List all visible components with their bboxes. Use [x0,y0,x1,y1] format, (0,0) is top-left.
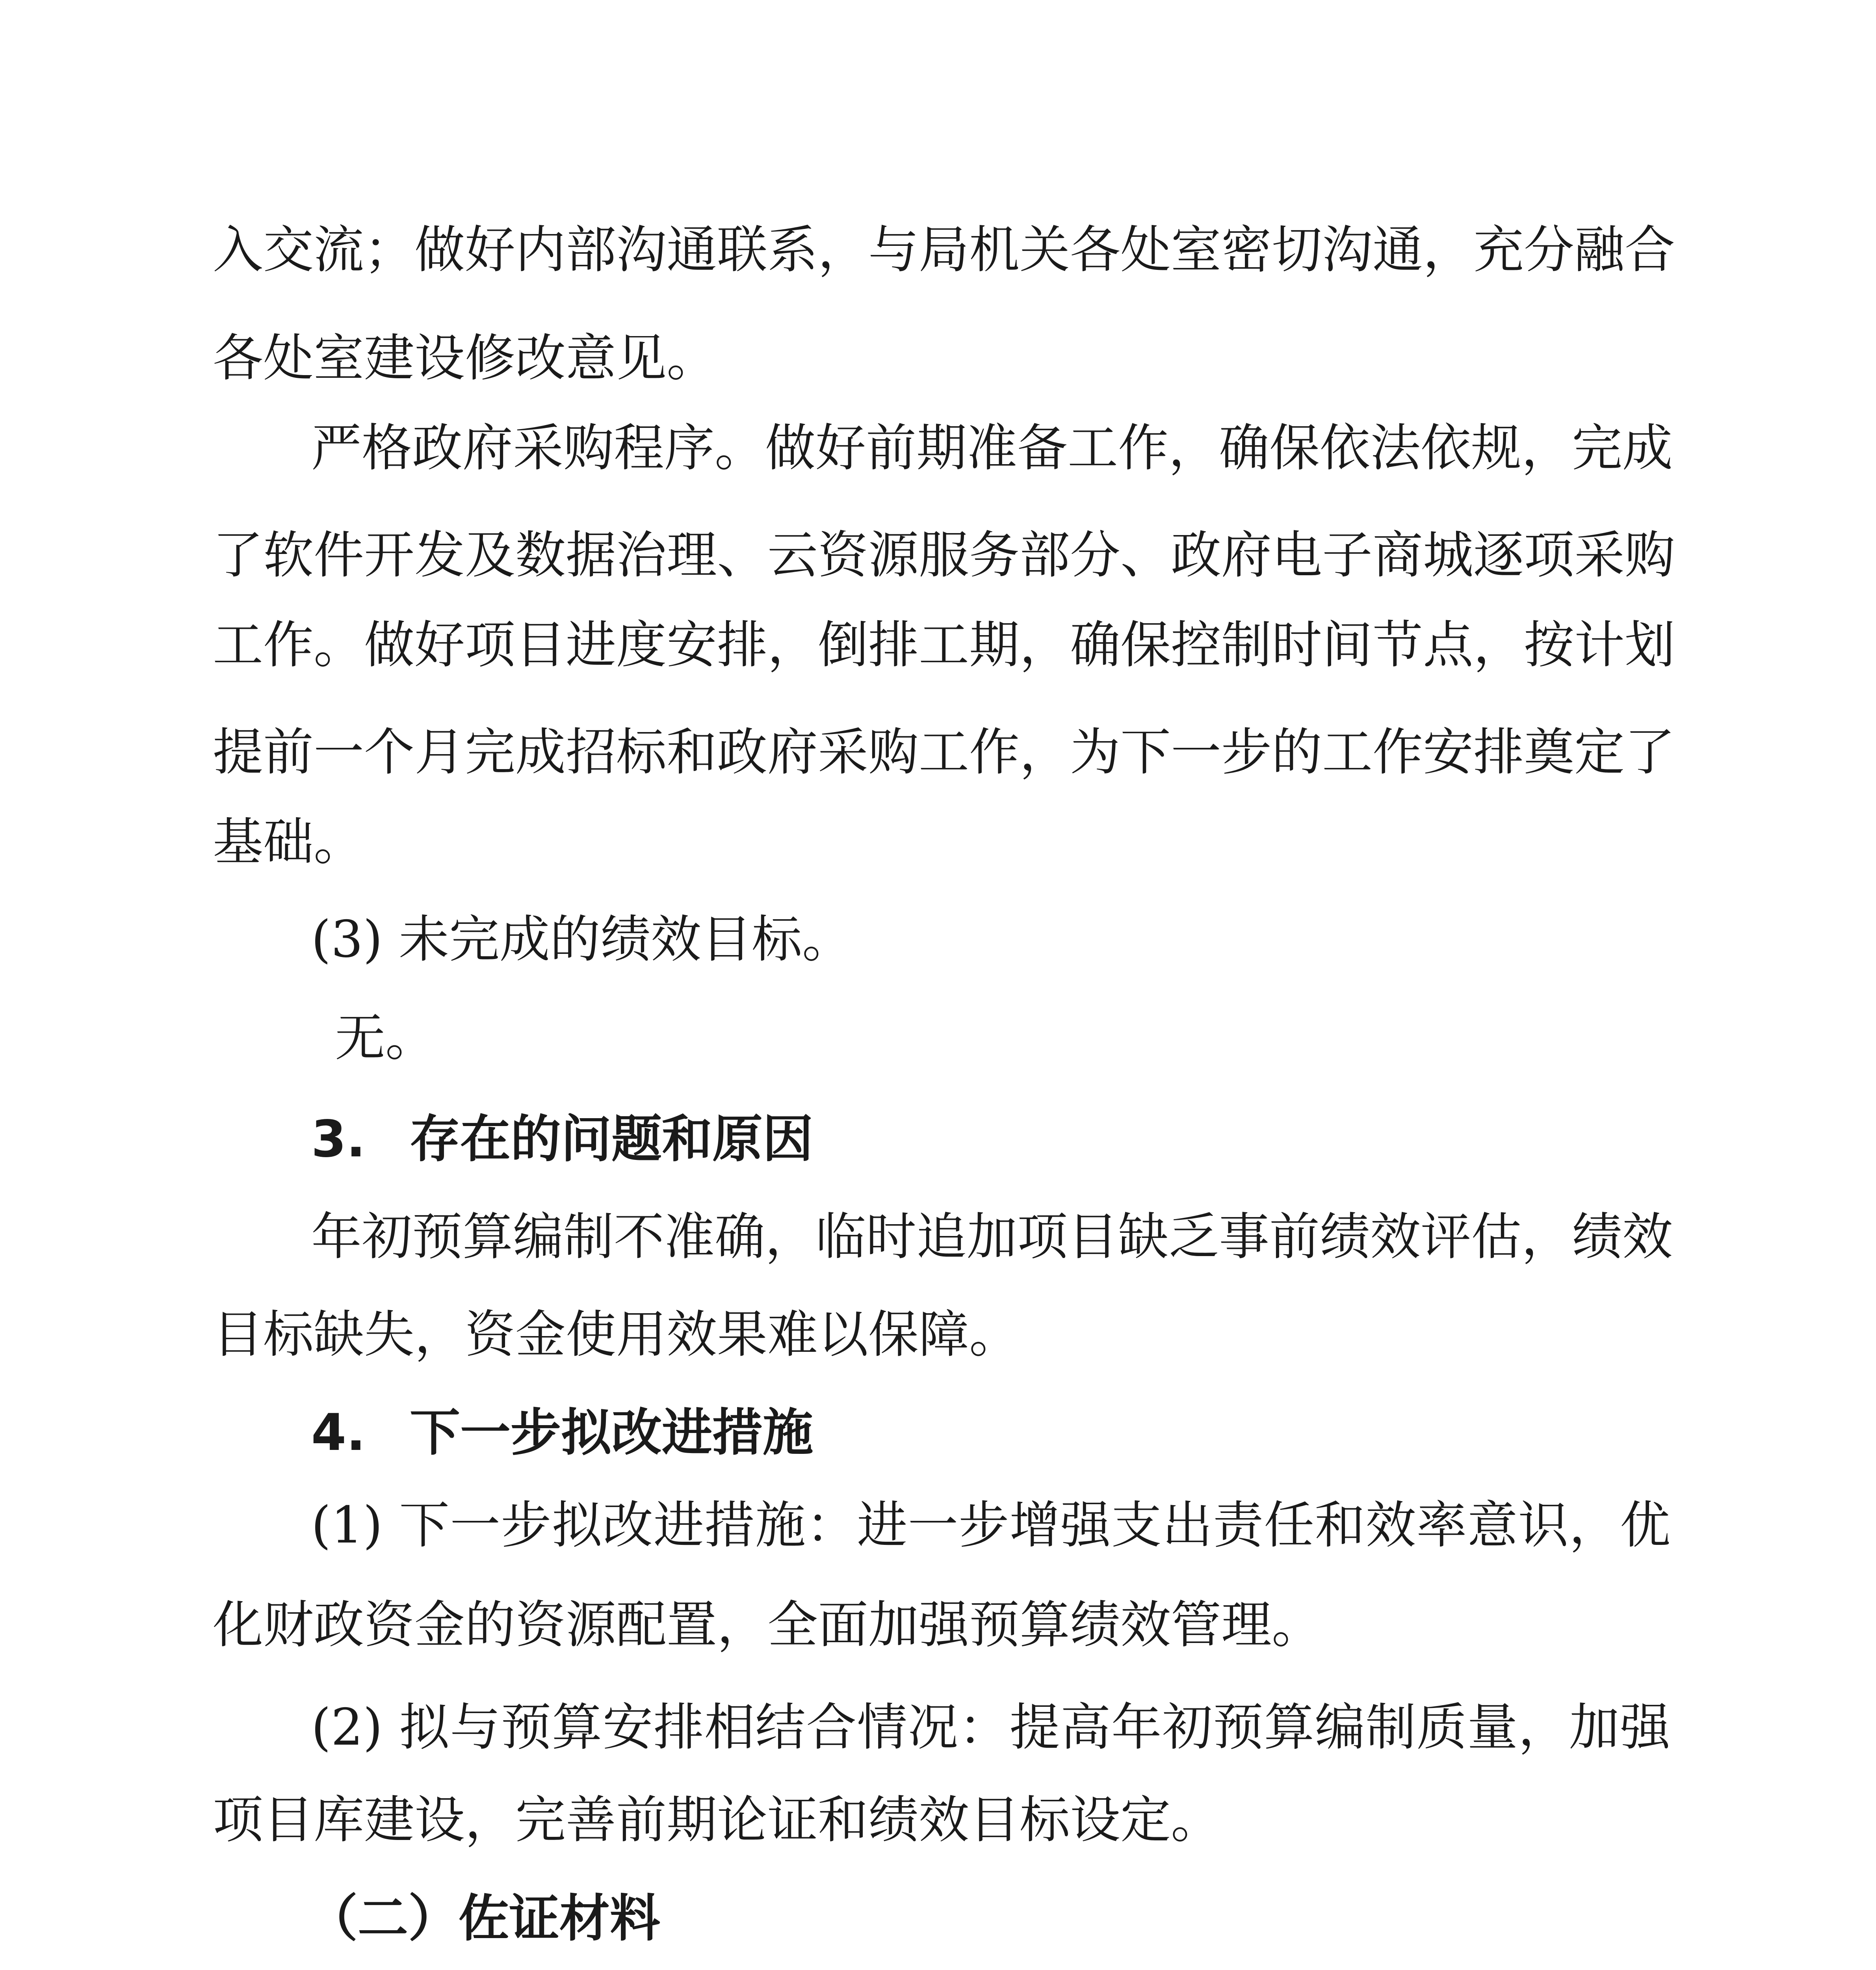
section-heading-4 [311,1401,1670,1464]
body-text-line: 年初预算编制不准确，临时追加项目缺乏事前绩效评估，绩效 [311,1208,1673,1266]
body-text-line: 严格政府采购程序。做好前期准备工作，确保依法依规，完成 [311,419,1673,478]
heading-number: 4. [311,1403,366,1462]
body-text-line: 项目库建设，完善前期论证和绩效目标设定。 [213,1791,1222,1849]
body-text-line: 无。 [335,1009,436,1067]
body-text-line: 提前一个月完成招标和政府采购工作，为下一步的工作安排奠定了 [213,723,1675,782]
body-text-line: (1) 下一步拟改进措施：进一步增强支出责任和效率意识，优 [311,1496,1670,1555]
body-text-line: (2) 拟与预算安排相结合情况：提高年初预算编制质量，加强 [311,1698,1670,1757]
list-item-3: (3) 未完成的绩效目标。 [311,910,853,969]
heading-text: 下一步拟改进措施 [410,1403,814,1462]
section-heading-supporting-materials: （二）佐证材料 [307,1889,661,1948]
body-text-line: 化财政资金的资源配置，全面加强预算绩效管理。 [213,1596,1322,1654]
heading-number: 3. [311,1110,366,1169]
body-text-line: 了软件开发及数据治理、云资源服务部分、政府电子商城逐项采购 [213,526,1675,585]
body-text-line: 目标缺失，资金使用效果难以保障。 [213,1305,1020,1364]
body-text-line: 基础。 [213,813,364,872]
heading-text: 存在的问题和原因 [410,1110,814,1169]
section-heading-3 [311,1108,1670,1171]
body-text-line: 入交流；做好内部沟通联系，与局机关各处室密切沟通，充分融合 [213,221,1675,279]
body-text-line: 各处室建设修改意见。 [213,329,717,388]
body-text-line: 工作。做好项目进度安排，倒排工期，确保控制时间节点，按计划 [213,616,1675,675]
